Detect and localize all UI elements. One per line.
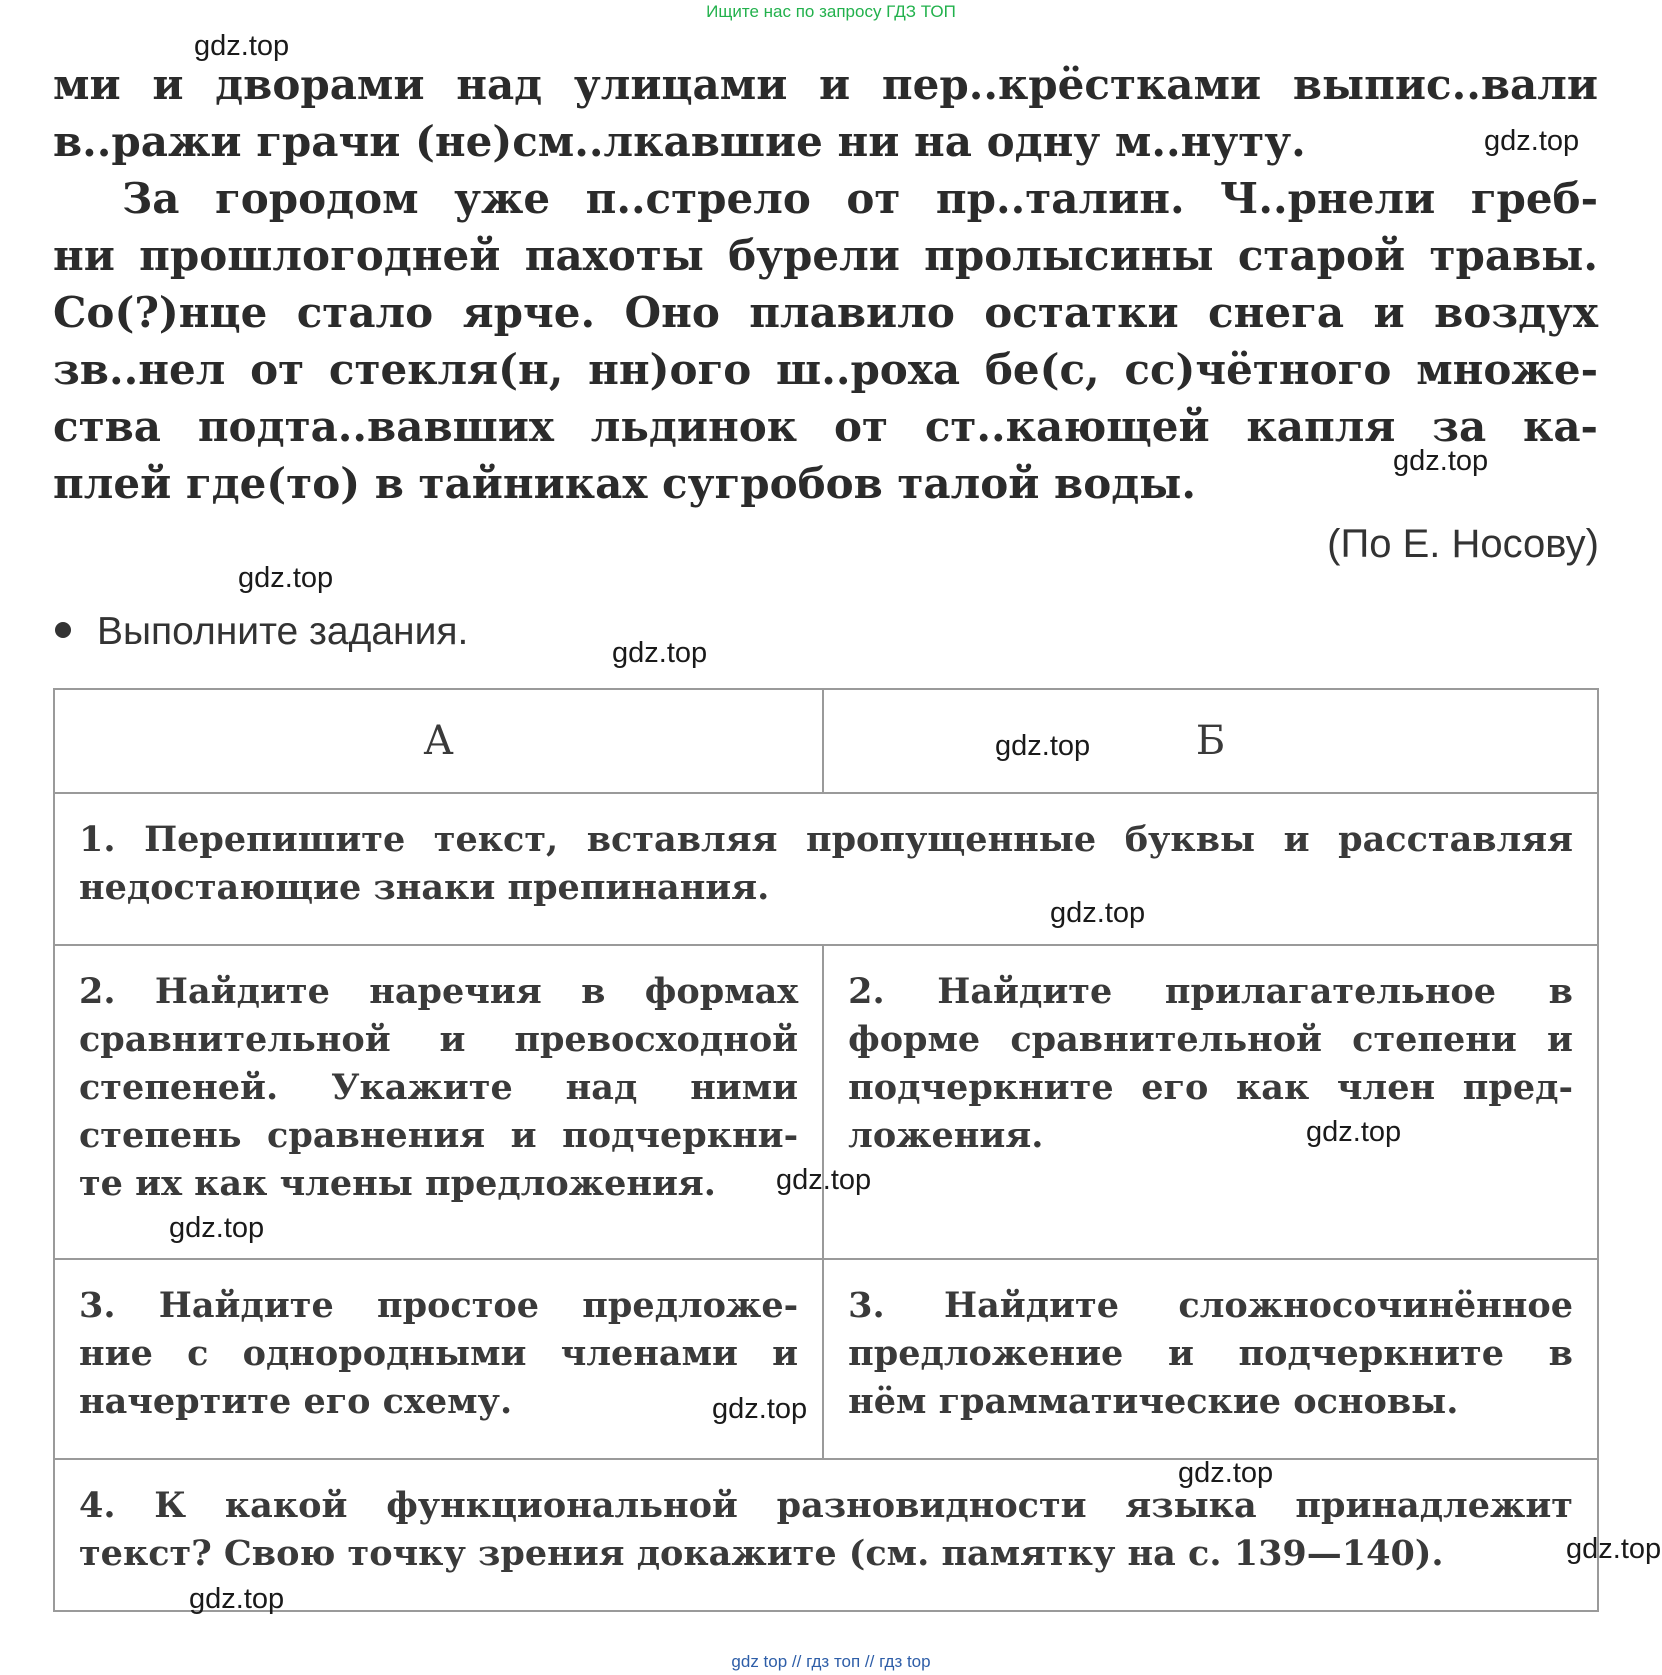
bottom-banner[interactable]: gdz top // гдз топ // гдз top: [731, 1652, 931, 1671]
task-line: 2. Найдите наречия в формах: [79, 971, 799, 1012]
table-header-row: [54, 689, 1598, 793]
watermark: gdz.top: [1178, 1457, 1274, 1489]
top-banner[interactable]: Ищите нас по запросу ГДЗ ТОП: [706, 2, 956, 21]
watermark: gdz.top: [189, 1583, 285, 1615]
watermark: gdz.top: [194, 30, 290, 62]
watermark: gdz.top: [1306, 1116, 1402, 1148]
watermark: gdz.top: [238, 562, 334, 594]
passage-text: [53, 56, 1598, 512]
task-line: 3. Найдите простое предложе-: [79, 1285, 799, 1326]
column-b-header: Б: [823, 689, 1598, 793]
instruction: [55, 610, 468, 654]
task-2b-cell: [823, 945, 1598, 1259]
watermark: gdz.top: [1484, 125, 1580, 157]
bullet-icon: [55, 622, 71, 638]
watermark: gdz.top: [612, 637, 708, 669]
passage-line: За городом уже п..стрело от пр..талин. Ч..рнели греб-: [122, 174, 1598, 223]
watermark: gdz.top: [1566, 1533, 1662, 1565]
watermark: gdz.top: [776, 1164, 872, 1196]
task-line: сравнительной и превосходной: [79, 1019, 799, 1060]
task-1-cell: [54, 793, 1598, 945]
column-a-header: А: [54, 689, 823, 793]
task-line: предложение и подчеркните в: [848, 1333, 1573, 1374]
task-line: форме сравнительной степени и: [848, 1019, 1573, 1060]
instruction-text: Выполните задания.: [97, 610, 469, 653]
watermark: gdz.top: [1393, 445, 1489, 477]
task-line: те их как члены предложения.: [79, 1163, 716, 1204]
passage-line: в..ражи грачи (не)см..лкавшие ни на одну м..нуту.: [53, 117, 1306, 166]
watermark: gdz.top: [1050, 897, 1146, 929]
passage-line: ни прошлогодней пахоты бурели пролысины старой травы.: [53, 231, 1598, 280]
task-line: степеней. Укажите над ними: [79, 1067, 799, 1108]
task-line: подчеркните его как член пред-: [848, 1067, 1573, 1108]
task-line: 2. Найдите прилагательное в: [848, 971, 1573, 1012]
watermark: gdz.top: [995, 730, 1091, 762]
task-line: нём грамматические основы.: [848, 1381, 1459, 1422]
task-line: начертите его схему.: [79, 1381, 513, 1422]
passage-line: зв..нел от стекля(н, нн)ого ш..роха бе(с, сс)чётного множе-: [53, 345, 1598, 394]
passage-line: ства подта..вавших льдинок от ст..кающей капля за ка-: [53, 402, 1598, 451]
table-row: [54, 945, 1598, 1259]
task-line: 1. Перепишите текст, вставляя пропущенные буквы и расставляя: [79, 819, 1573, 860]
passage-source: (По Е. Носову): [1327, 522, 1599, 566]
task-line: 4. К какой функциональной разновидности языка принадлежит: [79, 1485, 1573, 1526]
task-line: ние с однородными членами и: [79, 1333, 799, 1374]
passage-line: ми и дворами над улицами и пер..крёстками выпис..вали: [53, 60, 1598, 109]
task-line: ложения.: [848, 1115, 1044, 1156]
task-line: недостающие знаки препинания.: [79, 867, 770, 908]
task-3a-cell: [54, 1259, 823, 1459]
task-line: 3. Найдите сложносочинённое: [848, 1285, 1573, 1326]
watermark: gdz.top: [169, 1212, 265, 1244]
watermark: gdz.top: [712, 1393, 808, 1425]
task-4-cell: [54, 1459, 1598, 1611]
passage-line: плей где(то) в тайниках сугробов талой воды.: [53, 459, 1196, 508]
task-line: степень сравнения и подчеркни-: [79, 1115, 799, 1156]
task-line: текст? Свою точку зрения докажите (см. памятку на с. 139—140).: [79, 1533, 1444, 1574]
task-table: [53, 688, 1599, 1612]
task-3b-cell: [823, 1259, 1598, 1459]
table-row: [54, 1459, 1598, 1611]
table-row: [54, 1259, 1598, 1459]
passage-line: Со(?)нце стало ярче. Оно плавило остатки снега и воздух: [53, 288, 1598, 337]
table-row: [54, 793, 1598, 945]
